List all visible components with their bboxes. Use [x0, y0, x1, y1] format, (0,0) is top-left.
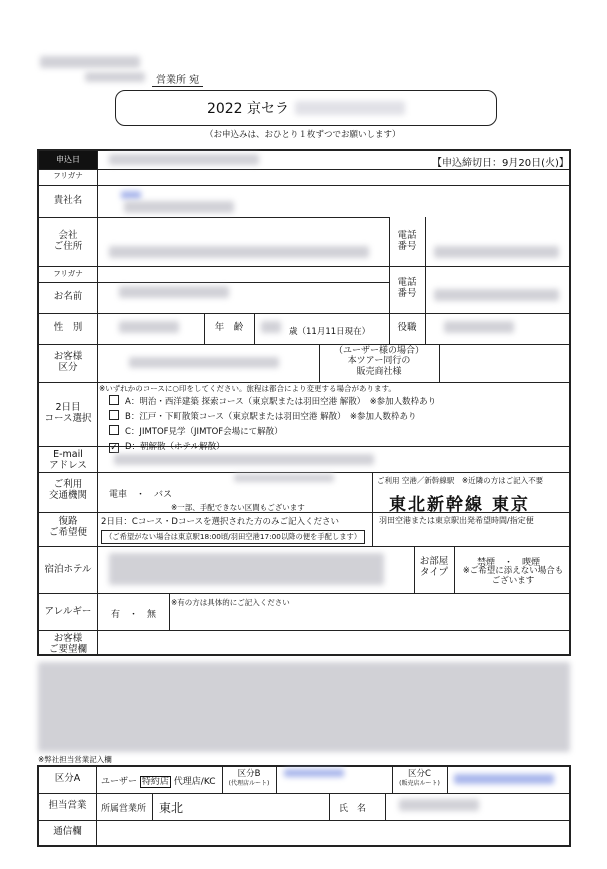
class-a-options: ユーザー 特約店 代理店/KC	[101, 777, 216, 787]
course-c[interactable]: C：JIMTOF見学（JIMTOF会場にて解散）	[109, 425, 436, 440]
course-d-checkbox[interactable]: ✓	[110, 443, 118, 453]
form-title: 2022 京セラ	[206, 101, 290, 117]
request-label: お客様 ご要望欄	[48, 633, 87, 655]
furigana-label-2: フリガナ	[53, 269, 83, 278]
return-right: 羽田空港または東京駅出発希望時間/指定便	[379, 516, 534, 525]
email-label: E-mail アドレス	[49, 449, 87, 471]
phone-label-2: 電話 番号	[397, 277, 417, 299]
room-note: ※ご希望に添えない場合も ございます	[462, 566, 564, 586]
class-a-selected[interactable]: 特約店	[141, 777, 169, 787]
class-c-sub: (販売店ルート)	[399, 780, 440, 787]
branch-label: 所属営業所	[101, 804, 147, 814]
class-c-label: 区分C	[408, 769, 431, 779]
phone-label: 電話 番号	[397, 230, 417, 252]
name-label: お名前	[53, 291, 83, 302]
customer-class-note: （ユーザー様の場合） 本ツアー同行の 販売商社様	[333, 346, 424, 377]
company-label: 貴社名	[53, 195, 83, 206]
day2-label: 2日目 コース選択	[44, 402, 92, 424]
form-title-box	[115, 90, 497, 126]
station-value: 東北新幹線 東京	[389, 495, 530, 515]
return-label: 復路 ご希望便	[48, 516, 87, 538]
day2-note: ※いずれかのコースに○印をしてください。旅程は都合により変更する場合があります。	[99, 384, 396, 393]
office-table	[37, 765, 571, 847]
apply-date-label: 申込日	[56, 155, 80, 164]
allergy-note: ※有の方は具体的にご記入ください	[171, 598, 290, 607]
station-label: ご利用 空港／新幹線駅 ※近隣の方はご記入不要	[377, 476, 544, 485]
gender-label: 性 別	[53, 322, 83, 333]
room-options[interactable]: 禁煙 ・ 喫煙	[477, 558, 541, 568]
office-recipient: 営業所 宛	[152, 71, 203, 87]
transport-note: ※一部、手配できない区間もございます	[171, 503, 305, 512]
comm-label: 通信欄	[53, 826, 82, 837]
age-suffix: 歳（11月11日現在）	[289, 327, 371, 337]
transport-options[interactable]: 電車 ・ バス	[109, 490, 173, 500]
course-b[interactable]: B：江戸・下町散策コース（東京駅または羽田空港 解散） ※参加人数枠あり	[109, 410, 436, 425]
deadline: 【申込締切日：9月20日(火)】	[432, 158, 569, 169]
allergy-label: アレルギー	[44, 606, 92, 617]
course-list	[109, 395, 436, 455]
course-a-checkbox[interactable]	[109, 395, 119, 405]
furigana-label: フリガナ	[53, 171, 83, 180]
course-b-checkbox[interactable]	[109, 410, 119, 420]
course-a[interactable]: A：明治・西洋建築 探索コース（東京駅または羽田空港 解散） ※参加人数枠あり	[109, 395, 436, 410]
course-c-checkbox[interactable]	[109, 425, 119, 435]
return-text: 2日目：Cコース・Dコースを選択された方のみご記入ください	[101, 517, 340, 527]
class-b-label: 区分B	[237, 769, 261, 779]
room-type-label: お部屋 タイプ	[419, 556, 449, 578]
address-label: 会社 ご住所	[53, 230, 83, 252]
transport-label: ご利用 交通機関	[48, 479, 87, 501]
sales-label: 担当営業	[48, 800, 87, 811]
class-a-label: 区分A	[54, 773, 81, 784]
class-b-sub: (代理店ルート)	[228, 780, 270, 787]
course-d[interactable]: ✓ D：朝解散（ホテル解散）	[110, 442, 225, 453]
hotel-label: 宿泊ホテル	[44, 564, 92, 575]
office-note: ※弊社担当営業記入欄	[38, 755, 112, 764]
application-form	[37, 149, 571, 656]
name-label-office: 氏 名	[339, 804, 367, 814]
allergy-options[interactable]: 有 ・ 無	[111, 610, 157, 620]
return-note: （ご希望がない場合は東京駅18:00頃/羽田空港17:00以降の便を手配します）	[101, 530, 365, 544]
subtitle: （お申込みは、おひとり１枚ずつでお願いします）	[205, 130, 401, 140]
position-label: 役職	[397, 322, 417, 333]
customer-class-label: お客様 区分	[53, 351, 83, 373]
branch-value: 東北	[159, 801, 184, 815]
age-label: 年 齢	[214, 322, 244, 333]
